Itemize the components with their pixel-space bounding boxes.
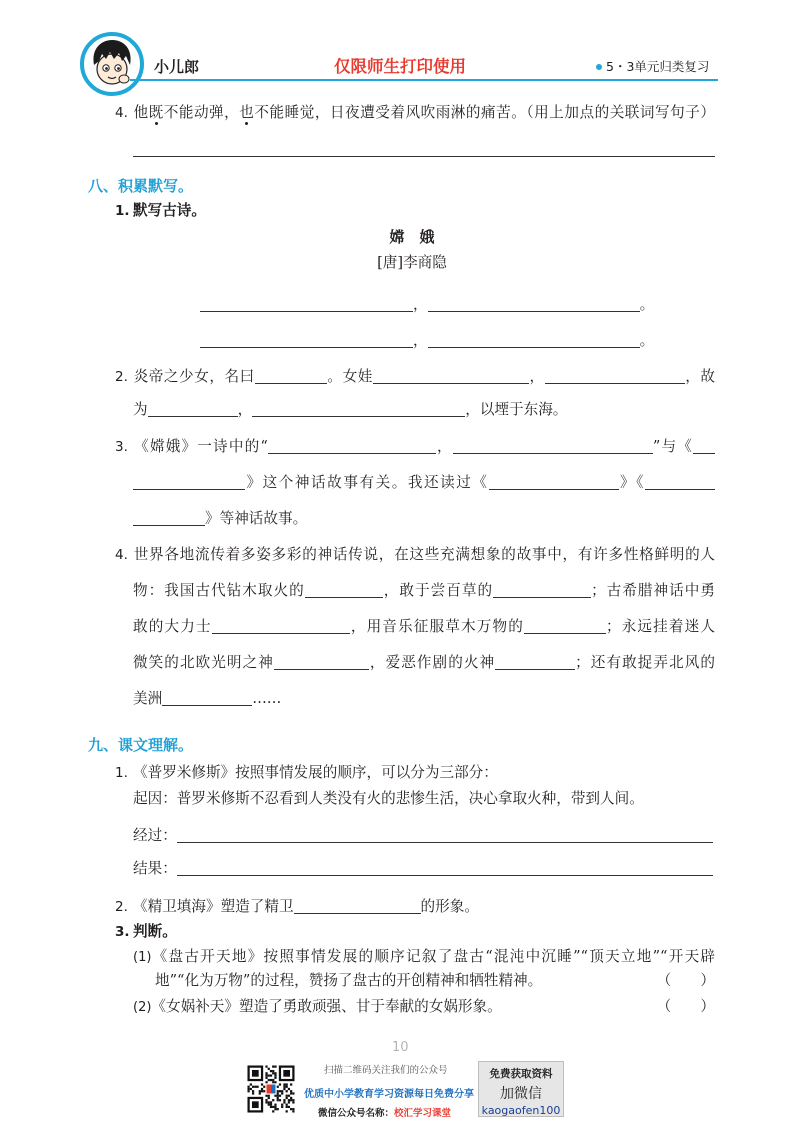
qr-module [279, 1090, 281, 1092]
qr-module [279, 1095, 281, 1097]
qr-module [268, 1097, 270, 1099]
fill-blank[interactable] [177, 828, 713, 843]
item-text: 《女娲补天》塑造了勇敢顽强、甘于奉献的女娲形象。 [151, 998, 502, 1015]
qr-module [272, 1099, 274, 1101]
unit-label: 5・3单元归类复习 [606, 59, 710, 74]
qr-module [252, 1086, 254, 1088]
qr-module [283, 1099, 285, 1101]
poem-author: [唐]李商隐 [377, 254, 447, 271]
qr-module [277, 1095, 279, 1097]
question-line [133, 508, 307, 530]
header-divider [130, 79, 718, 81]
account-line [318, 1105, 451, 1119]
question-text: 》等神话故事。 [205, 510, 308, 527]
qr-module [283, 1088, 285, 1090]
question-text: 炎帝之少女，名曰 [133, 368, 255, 385]
process-label: 经过： [133, 827, 177, 844]
fill-blank[interactable] [255, 369, 327, 384]
qr-module [268, 1104, 270, 1106]
qr-module [274, 1077, 276, 1079]
qr-module [272, 1081, 274, 1083]
fill-blank[interactable] [274, 655, 369, 670]
qr-caption: 扫描二维码关注我们的公众号 [324, 1065, 448, 1076]
qr-module [265, 1081, 267, 1083]
fill-blank[interactable] [493, 583, 591, 598]
qr-module [250, 1083, 252, 1085]
question-line [133, 688, 281, 710]
fill-blank[interactable] [200, 333, 413, 348]
punctuation: 。 [639, 332, 655, 349]
question-text: 敢的大力士 [133, 618, 212, 635]
answer-parentheses[interactable]: （ ） [656, 972, 715, 989]
qr-module [279, 1099, 281, 1101]
question-text: ，爱恶作剧的火神 [368, 654, 496, 671]
question-number: 2. [115, 899, 128, 915]
page-number: 10 [392, 1040, 409, 1055]
fill-blank[interactable] [268, 439, 436, 454]
qr-module [270, 1070, 272, 1072]
account-name: 校汇学习课堂 [394, 1108, 452, 1119]
question-text: 》这个神话故事有关。我还读过《 [245, 474, 489, 491]
question-text: 不能动弹， [163, 104, 240, 121]
qr-module [281, 1092, 283, 1094]
qr-module [268, 1068, 270, 1070]
fill-blank[interactable] [177, 861, 713, 876]
question-line [115, 921, 177, 943]
qr-module [292, 1101, 294, 1103]
question-line [115, 200, 206, 222]
qr-module [247, 1086, 249, 1088]
qr-module [277, 1099, 279, 1101]
question-text: 世界各地流传着多姿多彩的神话传说，在这些充满想象的故事中，有许多性格鲜明的人 [133, 546, 715, 563]
promo-action: 加微信 [500, 1086, 542, 1102]
cause-line: 起因：普罗米修斯不忍看到人类没有火的悲惨生活，决心拿取火种，带到人间。 [133, 790, 644, 807]
question-line [115, 436, 715, 458]
question-text: ，以堙于东海。 [465, 401, 568, 418]
qr-module [272, 1110, 274, 1112]
qr-module [283, 1101, 285, 1103]
question-line [115, 762, 498, 784]
question-text: 物：我国古代钻木取火的 [133, 582, 305, 599]
item-number: (2) [133, 1000, 152, 1015]
result-line [133, 858, 713, 880]
question-text: ”与《 [652, 438, 694, 455]
question-line [133, 616, 715, 638]
result-label: 结果： [133, 860, 177, 877]
qr-module [247, 1090, 249, 1092]
qr-module [292, 1092, 294, 1094]
qr-module [292, 1110, 294, 1112]
wechat-id: kaogaofen100 [481, 1104, 561, 1117]
question-text: ， [237, 401, 253, 418]
process-line [133, 825, 713, 847]
qr-module [292, 1099, 294, 1101]
question-line [133, 472, 715, 494]
qr-module [268, 1079, 270, 1081]
question-text: 美洲 [133, 690, 163, 707]
qr-module [274, 1108, 276, 1110]
question-text: 》《 [618, 474, 645, 491]
question-number: 1. [115, 203, 130, 219]
qr-module [277, 1108, 279, 1110]
fill-blank[interactable] [252, 402, 465, 417]
question-text: 。女娃 [326, 368, 373, 385]
question-number: 4. [115, 547, 128, 563]
qr-module [261, 1090, 263, 1092]
poem-line [200, 294, 654, 316]
question-text: …… [252, 690, 282, 707]
item-number: (1) [133, 950, 152, 965]
answer-line[interactable] [133, 156, 715, 157]
qr-module [288, 1101, 290, 1103]
question-line [115, 544, 715, 566]
question-text: 《嫦娥》一诗中的“ [133, 438, 268, 455]
question-number: 4. [115, 105, 128, 121]
qr-code-icon [243, 1061, 299, 1117]
qr-module [272, 1065, 274, 1067]
qr-module [288, 1095, 290, 1097]
judgement-item-continued: 地”“化为万物”的过程，赞扬了盘古的开创精神和牺牲精神。 [155, 972, 543, 989]
qr-module [252, 1090, 254, 1092]
question-text: ， [435, 438, 453, 455]
fill-blank[interactable] [545, 369, 685, 384]
qr-module [268, 1101, 270, 1103]
qr-module [254, 1086, 256, 1088]
question-text: 《精卫填海》塑造了精卫 [133, 898, 294, 915]
question-text: 微笑的北欧光明之神 [133, 654, 274, 671]
fill-blank[interactable] [428, 297, 640, 312]
dotted-character: 既 [148, 104, 164, 121]
qr-module [290, 1108, 292, 1110]
question-number: 2. [115, 369, 128, 385]
qr-module [283, 1083, 285, 1085]
question-text: 判断。 [133, 923, 177, 940]
qr-module [250, 1088, 252, 1090]
question-text: 不能睡觉，日夜遭受着风吹雨淋的痛苦。（用上加点的关联词写句子） [254, 104, 715, 121]
question-text: ；永远挂着迷人 [605, 618, 715, 635]
qr-module [290, 1090, 292, 1092]
question-number: 3. [115, 439, 128, 455]
qr-module [274, 1095, 276, 1097]
qr-module [286, 1095, 288, 1097]
punctuation: 。 [639, 296, 655, 313]
qr-module [274, 1072, 276, 1074]
brand-name: 小儿郎 [154, 58, 200, 76]
qr-module [290, 1099, 292, 1101]
qr-module [281, 1090, 283, 1092]
question-text: 他 [133, 104, 149, 121]
qr-module [263, 1086, 265, 1088]
question-line [133, 399, 567, 421]
qr-module [272, 1106, 274, 1108]
qr-module [290, 1092, 292, 1094]
judgement-item [133, 996, 502, 1018]
qr-module [274, 1065, 276, 1067]
qr-module [270, 1074, 272, 1076]
qr-module [274, 1074, 276, 1076]
qr-module [261, 1083, 263, 1085]
qr-module [286, 1086, 288, 1088]
question-line [133, 652, 715, 674]
qr-module [272, 1079, 274, 1081]
fill-blank[interactable] [305, 583, 383, 598]
promo-box [478, 1061, 564, 1117]
fill-blank[interactable] [693, 439, 715, 454]
qr-module [274, 1081, 276, 1083]
section-title: 八、积累默写。 [88, 177, 194, 195]
account-label: 微信公众号名称： [318, 1108, 395, 1119]
qr-module [277, 1092, 279, 1094]
dotted-character: 也 [239, 104, 255, 121]
question-text: 《普罗米修斯》按照事情发展的顺序，可以分为三部分： [133, 764, 498, 781]
qr-module [265, 1077, 267, 1079]
judgement-item [133, 946, 715, 968]
fill-blank[interactable] [428, 333, 640, 348]
fill-blank[interactable] [645, 475, 715, 490]
share-slogan: 优质中小学教育学习资源每日免费分享 [304, 1089, 474, 1100]
qr-module [286, 1083, 288, 1085]
qr-module [277, 1090, 279, 1092]
qr-module [281, 1106, 283, 1108]
qr-module [265, 1065, 267, 1067]
brand-logo-icon [79, 31, 145, 97]
qr-module [286, 1104, 288, 1106]
question-line [115, 102, 715, 124]
fill-blank[interactable] [148, 402, 238, 417]
qr-module [283, 1086, 285, 1088]
qr-module [265, 1074, 267, 1076]
question-line [115, 366, 715, 388]
print-notice: 仅限师生打印使用 [334, 57, 466, 76]
qr-module [286, 1090, 288, 1092]
qr-module [274, 1104, 276, 1106]
fill-blank[interactable] [495, 655, 575, 670]
qr-module [270, 1079, 272, 1081]
question-text: ；古希腊神话中勇 [591, 582, 715, 599]
question-text: 默写古诗。 [133, 202, 206, 219]
qr-module [274, 1106, 276, 1108]
qr-module [288, 1099, 290, 1101]
question-text: ，故 [684, 368, 715, 385]
fill-blank[interactable] [453, 439, 653, 454]
qr-module [265, 1101, 267, 1103]
question-line [115, 896, 479, 918]
qr-module [286, 1097, 288, 1099]
qr-module [252, 1092, 254, 1094]
qr-module [272, 1072, 274, 1074]
question-text: 的形象。 [420, 898, 479, 915]
qr-module [290, 1097, 292, 1099]
qr-module [259, 1092, 261, 1094]
fill-blank[interactable] [373, 369, 529, 384]
qr-module [261, 1088, 263, 1090]
qr-module [286, 1110, 288, 1112]
poem-title: 嫦 娥 [389, 228, 435, 246]
qr-module [270, 1106, 272, 1108]
qr-module [281, 1104, 283, 1106]
qr-module [270, 1101, 272, 1103]
qr-module [288, 1106, 290, 1108]
punctuation: ， [413, 332, 428, 349]
question-number: 3. [115, 924, 130, 940]
qr-module [268, 1074, 270, 1076]
poem-line [200, 330, 654, 352]
qr-module [270, 1104, 272, 1106]
qr-module [247, 1088, 249, 1090]
item-text: 《盘古开天地》按照事情发展的顺序记叙了盘古“混沌中沉睡”“顶天立地”“开天辟 [151, 948, 715, 965]
question-text: ，敢于尝百草的 [382, 582, 494, 599]
fill-blank[interactable] [212, 619, 350, 634]
qr-module [265, 1099, 267, 1101]
fill-blank[interactable] [200, 297, 413, 312]
fill-blank[interactable] [489, 475, 619, 490]
qr-module [256, 1086, 258, 1088]
question-text: ；还有敢捉弄北风的 [575, 654, 715, 671]
qr-module [268, 1095, 270, 1097]
promo-title: 免费获取资料 [489, 1068, 553, 1080]
question-text: 为 [133, 401, 148, 418]
question-line [133, 580, 715, 602]
fill-blank[interactable] [524, 619, 606, 634]
qr-module [292, 1108, 294, 1110]
question-text: ， [528, 368, 545, 385]
question-number: 1. [115, 765, 128, 781]
qr-module [263, 1090, 265, 1092]
answer-parentheses[interactable]: （ ） [656, 998, 715, 1015]
qr-module [288, 1088, 290, 1090]
qr-module [265, 1095, 267, 1097]
punctuation: ， [413, 296, 428, 313]
fill-blank[interactable] [133, 475, 245, 490]
fill-blank[interactable] [162, 691, 252, 706]
qr-module [277, 1086, 279, 1088]
fill-blank[interactable] [133, 511, 205, 526]
section-title: 九、课文理解。 [88, 736, 194, 754]
qr-module [279, 1083, 281, 1085]
qr-module [272, 1070, 274, 1072]
qr-module [265, 1072, 267, 1074]
bullet-dot-icon [596, 64, 602, 70]
qr-module [290, 1083, 292, 1085]
question-text: ，用音乐征服草木万物的 [349, 618, 524, 635]
qr-module [259, 1090, 261, 1092]
qr-module [277, 1097, 279, 1099]
fill-blank[interactable] [294, 899, 421, 914]
qr-module [286, 1106, 288, 1108]
